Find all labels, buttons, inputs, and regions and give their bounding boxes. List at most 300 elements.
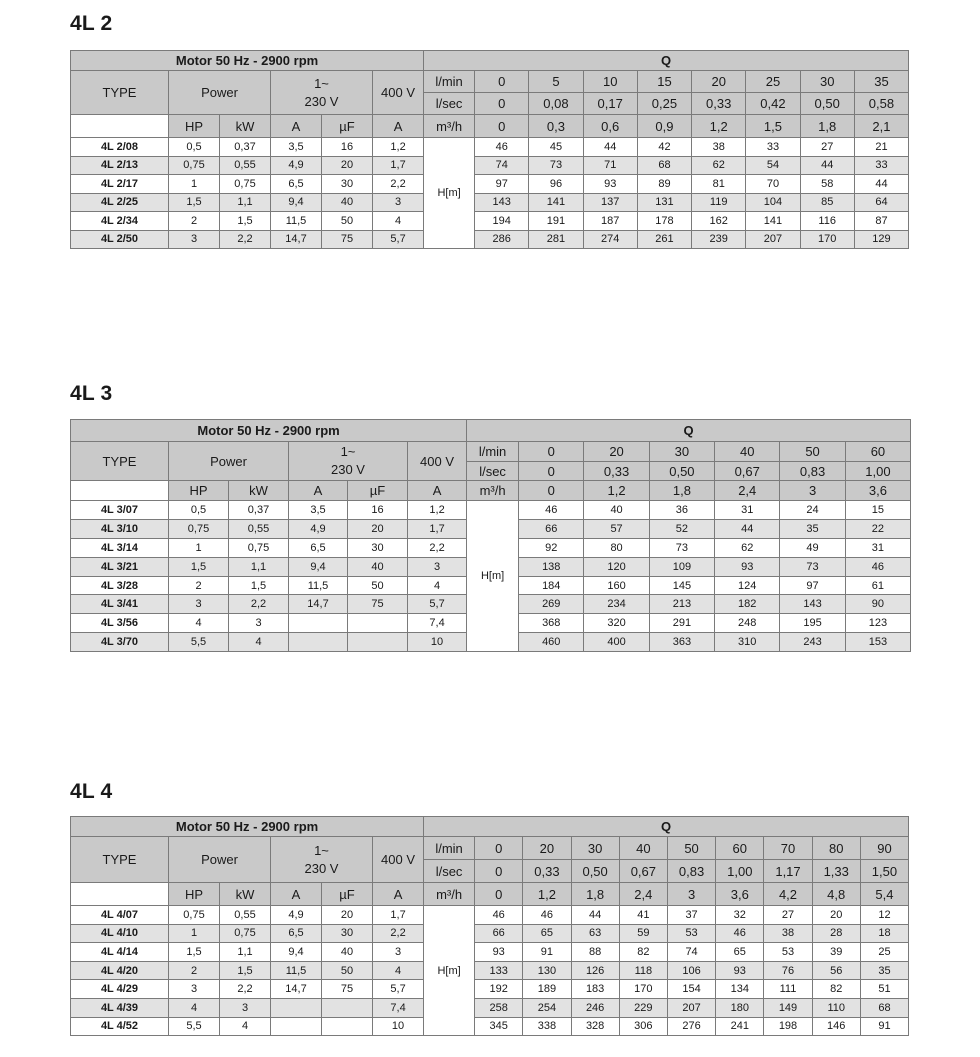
head-value: 20 <box>812 906 860 925</box>
current-single-phase: 3,5 <box>271 138 322 157</box>
power-kw: 0,75 <box>220 175 271 194</box>
flow-value-lsec: 0,83 <box>780 462 845 481</box>
head-value: 42 <box>637 138 691 157</box>
flow-unit-lsec: l/sec <box>424 860 475 883</box>
head-value: 44 <box>571 906 619 925</box>
flow-value-lmin: 20 <box>523 837 571 860</box>
flow-value-lsec: 0,25 <box>637 93 691 115</box>
head-value: 44 <box>854 175 908 194</box>
capacitor-uf <box>322 998 373 1017</box>
head-value: 261 <box>637 230 691 249</box>
head-value: 241 <box>716 1017 764 1036</box>
flow-unit-lmin: l/min <box>467 442 519 462</box>
flow-value-lsec: 1,33 <box>812 860 860 883</box>
head-value: 33 <box>746 138 800 157</box>
current-single-phase <box>271 998 322 1017</box>
flow-value-lmin: 10 <box>583 71 637 93</box>
head-value: 320 <box>584 614 649 633</box>
head-value: 93 <box>475 943 523 962</box>
flow-value-lsec: 0,17 <box>583 93 637 115</box>
head-value: 39 <box>812 943 860 962</box>
head-value: 46 <box>523 906 571 925</box>
table-row <box>71 230 909 249</box>
flow-value-lmin: 20 <box>584 442 649 462</box>
flow-value-lsec: 1,00 <box>716 860 764 883</box>
head-value: 65 <box>523 924 571 943</box>
head-value: 12 <box>860 906 908 925</box>
head-value: 45 <box>529 138 583 157</box>
pump-type: 4L 2/13 <box>71 156 169 175</box>
current-three-phase: 5,7 <box>408 595 467 614</box>
power-kw: 1,5 <box>220 961 271 980</box>
flow-unit-lsec: l/sec <box>467 462 519 481</box>
section-title: 4L 3 <box>70 382 113 405</box>
head-value: 18 <box>860 924 908 943</box>
head-value: 183 <box>571 980 619 999</box>
three-phase-header: 400 V <box>408 442 467 481</box>
flow-value-lsec: 0,67 <box>715 462 780 481</box>
power-kw: 1,1 <box>220 193 271 212</box>
head-value: 291 <box>649 614 714 633</box>
current-three-phase: 5,7 <box>373 230 424 249</box>
type-subheader-blank <box>71 115 169 138</box>
power-hp: 5,5 <box>169 633 229 652</box>
flow-unit-m3h: m³/h <box>424 115 475 138</box>
flow-value-lmin: 50 <box>667 837 715 860</box>
pump-type: 4L 3/70 <box>71 633 169 652</box>
power-hp: 0,75 <box>169 519 229 538</box>
flow-value-lsec: 0,08 <box>529 93 583 115</box>
flow-value-lmin: 15 <box>637 71 691 93</box>
capacitor-uf: 16 <box>348 501 408 520</box>
head-value: 254 <box>523 998 571 1017</box>
flow-value-lsec: 0 <box>475 860 523 883</box>
head-value: 33 <box>854 156 908 175</box>
power-kw: 4 <box>229 633 289 652</box>
head-value: 239 <box>692 230 746 249</box>
head-value: 37 <box>667 906 715 925</box>
flow-value-lsec: 0,33 <box>584 462 649 481</box>
flow-value-lsec: 0 <box>475 93 529 115</box>
head-value: 46 <box>845 557 910 576</box>
current-three-phase: 2,2 <box>373 924 424 943</box>
head-value: 54 <box>746 156 800 175</box>
head-value: 92 <box>519 538 584 557</box>
current-three-phase: 1,7 <box>373 156 424 175</box>
pump-type: 4L 2/34 <box>71 212 169 231</box>
electrical-subheader: kW <box>220 115 271 138</box>
head-value: 141 <box>529 193 583 212</box>
head-value: 368 <box>519 614 584 633</box>
head-value: 286 <box>475 230 529 249</box>
head-value: 71 <box>583 156 637 175</box>
pump-type: 4L 4/29 <box>71 980 169 999</box>
flow-value-lsec: 1,17 <box>764 860 812 883</box>
pump-type: 4L 2/25 <box>71 193 169 212</box>
pump-type: 4L 4/07 <box>71 906 169 925</box>
flow-unit-lmin: l/min <box>424 837 475 860</box>
head-value: 106 <box>667 961 715 980</box>
flow-value-lsec: 0,33 <box>692 93 746 115</box>
power-hp: 2 <box>169 961 220 980</box>
power-kw: 1,1 <box>220 943 271 962</box>
current-three-phase: 7,4 <box>373 998 424 1017</box>
flow-unit-m3h: m³/h <box>467 481 519 501</box>
flow-value-lmin: 30 <box>800 71 854 93</box>
current-single-phase <box>289 633 348 652</box>
current-single-phase: 9,4 <box>271 943 322 962</box>
capacitor-uf: 20 <box>322 156 373 175</box>
head-value: 269 <box>519 595 584 614</box>
head-value: 146 <box>812 1017 860 1036</box>
flow-value-lmin: 40 <box>619 837 667 860</box>
table-row <box>71 980 909 999</box>
pump-type: 4L 3/14 <box>71 538 169 557</box>
electrical-subheader: A <box>271 115 322 138</box>
current-single-phase: 4,9 <box>271 906 322 925</box>
electrical-subheader: A <box>373 883 424 906</box>
capacitor-uf: 75 <box>348 595 408 614</box>
flow-value-lmin: 20 <box>692 71 746 93</box>
current-single-phase: 11,5 <box>271 961 322 980</box>
head-value: 170 <box>619 980 667 999</box>
head-value: 53 <box>764 943 812 962</box>
power-kw: 0,55 <box>220 906 271 925</box>
electrical-subheader: µF <box>322 115 373 138</box>
capacitor-uf: 50 <box>348 576 408 595</box>
head-value: 73 <box>780 557 845 576</box>
flow-value-m3h: 0,9 <box>637 115 691 138</box>
power-kw: 2,2 <box>220 980 271 999</box>
flow-value-m3h: 0 <box>475 115 529 138</box>
head-value: 68 <box>637 156 691 175</box>
power-kw: 3 <box>229 614 289 633</box>
three-phase-header: 400 V <box>373 837 424 883</box>
head-value: 129 <box>854 230 908 249</box>
head-value: 35 <box>860 961 908 980</box>
head-value: 160 <box>584 576 649 595</box>
head-value: 123 <box>845 614 910 633</box>
electrical-subheader: kW <box>220 883 271 906</box>
current-three-phase: 3 <box>373 193 424 212</box>
current-three-phase: 10 <box>408 633 467 652</box>
head-value: 310 <box>715 633 780 652</box>
current-three-phase: 4 <box>373 961 424 980</box>
head-value: 62 <box>692 156 746 175</box>
head-value: 93 <box>583 175 637 194</box>
head-value: 82 <box>812 980 860 999</box>
pump-type: 4L 3/07 <box>71 501 169 520</box>
flow-value-m3h: 1,2 <box>523 883 571 906</box>
head-value: 93 <box>716 961 764 980</box>
head-value: 258 <box>475 998 523 1017</box>
flow-value-m3h: 3 <box>780 481 845 501</box>
head-value: 276 <box>667 1017 715 1036</box>
head-value: 243 <box>780 633 845 652</box>
power-hp: 3 <box>169 980 220 999</box>
head-value: 85 <box>800 193 854 212</box>
capacitor-uf <box>322 1017 373 1036</box>
current-single-phase: 9,4 <box>289 557 348 576</box>
electrical-subheader: HP <box>169 883 220 906</box>
capacitor-uf <box>348 633 408 652</box>
head-value: 178 <box>637 212 691 231</box>
flow-value-lsec: 0,58 <box>854 93 908 115</box>
head-value: 145 <box>649 576 714 595</box>
three-phase-header: 400 V <box>373 71 424 115</box>
table-row <box>71 212 909 231</box>
head-value: 32 <box>716 906 764 925</box>
flow-value-lsec: 0,50 <box>571 860 619 883</box>
head-value: 31 <box>845 538 910 557</box>
current-single-phase: 6,5 <box>271 175 322 194</box>
power-hp: 1,5 <box>169 557 229 576</box>
head-value: 28 <box>812 924 860 943</box>
head-value: 119 <box>692 193 746 212</box>
head-value: 143 <box>780 595 845 614</box>
pump-type: 4L 2/17 <box>71 175 169 194</box>
head-value: 306 <box>619 1017 667 1036</box>
head-value: 64 <box>854 193 908 212</box>
current-three-phase: 4 <box>408 576 467 595</box>
capacitor-uf: 30 <box>322 924 373 943</box>
flow-value-lmin: 40 <box>715 442 780 462</box>
head-value: 198 <box>764 1017 812 1036</box>
capacitor-uf: 40 <box>348 557 408 576</box>
head-value: 116 <box>800 212 854 231</box>
head-value: 74 <box>475 156 529 175</box>
flow-value-lmin: 35 <box>854 71 908 93</box>
head-value: 207 <box>667 998 715 1017</box>
head-value: 137 <box>583 193 637 212</box>
head-value: 89 <box>637 175 691 194</box>
pump-type: 4L 4/52 <box>71 1017 169 1036</box>
current-three-phase: 2,2 <box>373 175 424 194</box>
head-value: 82 <box>619 943 667 962</box>
flow-value-lmin: 25 <box>746 71 800 93</box>
head-value: 81 <box>692 175 746 194</box>
flow-value-m3h: 0,6 <box>583 115 637 138</box>
pump-type: 4L 3/10 <box>71 519 169 538</box>
flow-value-lmin: 5 <box>529 71 583 93</box>
flow-value-m3h: 3,6 <box>845 481 910 501</box>
flow-value-lsec: 0,50 <box>800 93 854 115</box>
electrical-subheader: A <box>271 883 322 906</box>
head-value: 38 <box>692 138 746 157</box>
flow-value-m3h: 2,1 <box>854 115 908 138</box>
head-value: 104 <box>746 193 800 212</box>
head-value: 65 <box>716 943 764 962</box>
flow-value-m3h: 1,2 <box>692 115 746 138</box>
head-value: 56 <box>812 961 860 980</box>
flow-unit-m3h: m³/h <box>424 883 475 906</box>
head-value: 49 <box>780 538 845 557</box>
flow-value-m3h: 1,5 <box>746 115 800 138</box>
flow-value-lmin: 0 <box>475 837 523 860</box>
head-value: 345 <box>475 1017 523 1036</box>
power-hp: 0,75 <box>169 906 220 925</box>
current-three-phase: 2,2 <box>408 538 467 557</box>
flow-value-m3h: 2,4 <box>715 481 780 501</box>
type-subheader-blank <box>71 481 169 501</box>
table-row <box>71 193 909 212</box>
power-hp: 4 <box>169 614 229 633</box>
current-single-phase: 4,9 <box>289 519 348 538</box>
head-value: 21 <box>854 138 908 157</box>
flow-value-m3h: 0,3 <box>529 115 583 138</box>
head-value: 248 <box>715 614 780 633</box>
flow-unit-lsec: l/sec <box>424 93 475 115</box>
head-value: 189 <box>523 980 571 999</box>
section-title: 4L 4 <box>70 780 113 803</box>
power-hp: 2 <box>169 212 220 231</box>
head-value: 51 <box>860 980 908 999</box>
table-row <box>71 175 909 194</box>
current-three-phase: 4 <box>373 212 424 231</box>
capacitor-uf: 40 <box>322 193 373 212</box>
type-header: TYPE <box>71 837 169 883</box>
head-value: 207 <box>746 230 800 249</box>
head-value: 38 <box>764 924 812 943</box>
electrical-subheader: HP <box>169 481 229 501</box>
power-hp: 1,5 <box>169 943 220 962</box>
spec-table <box>70 50 909 249</box>
electrical-subheader: A <box>373 115 424 138</box>
capacitor-uf: 50 <box>322 212 373 231</box>
electrical-subheader: A <box>408 481 467 501</box>
power-header: Power <box>169 837 271 883</box>
head-value: 24 <box>780 501 845 520</box>
head-value: 153 <box>845 633 910 652</box>
current-single-phase: 11,5 <box>271 212 322 231</box>
head-value: 68 <box>860 998 908 1017</box>
head-value: 328 <box>571 1017 619 1036</box>
head-unit: H[m] <box>467 501 519 652</box>
head-value: 110 <box>812 998 860 1017</box>
table-row <box>71 1017 909 1036</box>
power-kw: 1,5 <box>220 212 271 231</box>
table-row <box>71 156 909 175</box>
section-4l2 <box>70 12 895 246</box>
current-single-phase: 14,7 <box>271 980 322 999</box>
electrical-subheader: kW <box>229 481 289 501</box>
current-three-phase: 1,2 <box>373 138 424 157</box>
current-single-phase: 4,9 <box>271 156 322 175</box>
power-kw: 0,55 <box>229 519 289 538</box>
current-three-phase: 1,7 <box>408 519 467 538</box>
head-value: 15 <box>845 501 910 520</box>
head-value: 141 <box>746 212 800 231</box>
current-three-phase: 5,7 <box>373 980 424 999</box>
table-row <box>71 961 909 980</box>
head-value: 192 <box>475 980 523 999</box>
power-hp: 0,5 <box>169 138 220 157</box>
head-value: 138 <box>519 557 584 576</box>
flow-value-lmin: 50 <box>780 442 845 462</box>
head-value: 180 <box>716 998 764 1017</box>
current-single-phase: 6,5 <box>289 538 348 557</box>
electrical-subheader: µF <box>348 481 408 501</box>
pump-type: 4L 2/50 <box>71 230 169 249</box>
table-row <box>71 501 911 520</box>
head-value: 44 <box>800 156 854 175</box>
head-value: 149 <box>764 998 812 1017</box>
flow-value-lmin: 30 <box>649 442 714 462</box>
section-4l4 <box>70 780 898 1033</box>
power-kw: 0,37 <box>220 138 271 157</box>
head-value: 124 <box>715 576 780 595</box>
flow-value-m3h: 5,4 <box>860 883 908 906</box>
flow-value-lmin: 90 <box>860 837 908 860</box>
head-value: 36 <box>649 501 714 520</box>
head-value: 143 <box>475 193 529 212</box>
flow-value-lsec: 0,42 <box>746 93 800 115</box>
capacitor-uf: 20 <box>348 519 408 538</box>
head-value: 246 <box>571 998 619 1017</box>
pump-type: 4L 2/08 <box>71 138 169 157</box>
table-row <box>71 924 909 943</box>
pump-type: 4L 4/20 <box>71 961 169 980</box>
head-value: 195 <box>780 614 845 633</box>
electrical-subheader: HP <box>169 115 220 138</box>
capacitor-uf: 30 <box>322 175 373 194</box>
current-three-phase: 10 <box>373 1017 424 1036</box>
power-kw: 1,1 <box>229 557 289 576</box>
type-subheader-blank <box>71 883 169 906</box>
flow-value-lmin: 30 <box>571 837 619 860</box>
flow-value-lsec: 0,33 <box>523 860 571 883</box>
head-value: 126 <box>571 961 619 980</box>
head-value: 131 <box>637 193 691 212</box>
head-value: 191 <box>529 212 583 231</box>
power-hp: 5,5 <box>169 1017 220 1036</box>
flow-value-m3h: 0 <box>475 883 523 906</box>
head-value: 111 <box>764 980 812 999</box>
head-value: 46 <box>475 138 529 157</box>
section-4l3 <box>70 382 891 649</box>
capacitor-uf: 30 <box>348 538 408 557</box>
current-three-phase: 1,2 <box>408 501 467 520</box>
power-kw: 1,5 <box>229 576 289 595</box>
head-value: 52 <box>649 519 714 538</box>
section-title: 4L 2 <box>70 12 113 35</box>
head-value: 25 <box>860 943 908 962</box>
head-value: 363 <box>649 633 714 652</box>
flow-value-lmin: 80 <box>812 837 860 860</box>
flow-value-m3h: 1,8 <box>800 115 854 138</box>
current-three-phase: 1,7 <box>373 906 424 925</box>
head-value: 97 <box>780 576 845 595</box>
head-value: 46 <box>475 906 523 925</box>
pump-type: 4L 3/41 <box>71 595 169 614</box>
current-three-phase: 3 <box>373 943 424 962</box>
capacitor-uf: 40 <box>322 943 373 962</box>
head-value: 154 <box>667 980 715 999</box>
head-unit: H[m] <box>424 138 475 249</box>
head-value: 96 <box>529 175 583 194</box>
single-phase-header: 1~ 230 V <box>289 442 408 481</box>
head-value: 338 <box>523 1017 571 1036</box>
flow-value-lsec: 0,67 <box>619 860 667 883</box>
head-value: 35 <box>780 519 845 538</box>
head-value: 70 <box>746 175 800 194</box>
current-single-phase: 11,5 <box>289 576 348 595</box>
head-value: 53 <box>667 924 715 943</box>
flow-value-m3h: 1,2 <box>584 481 649 501</box>
pump-type: 4L 4/39 <box>71 998 169 1017</box>
power-kw: 0,37 <box>229 501 289 520</box>
flow-value-m3h: 3 <box>667 883 715 906</box>
